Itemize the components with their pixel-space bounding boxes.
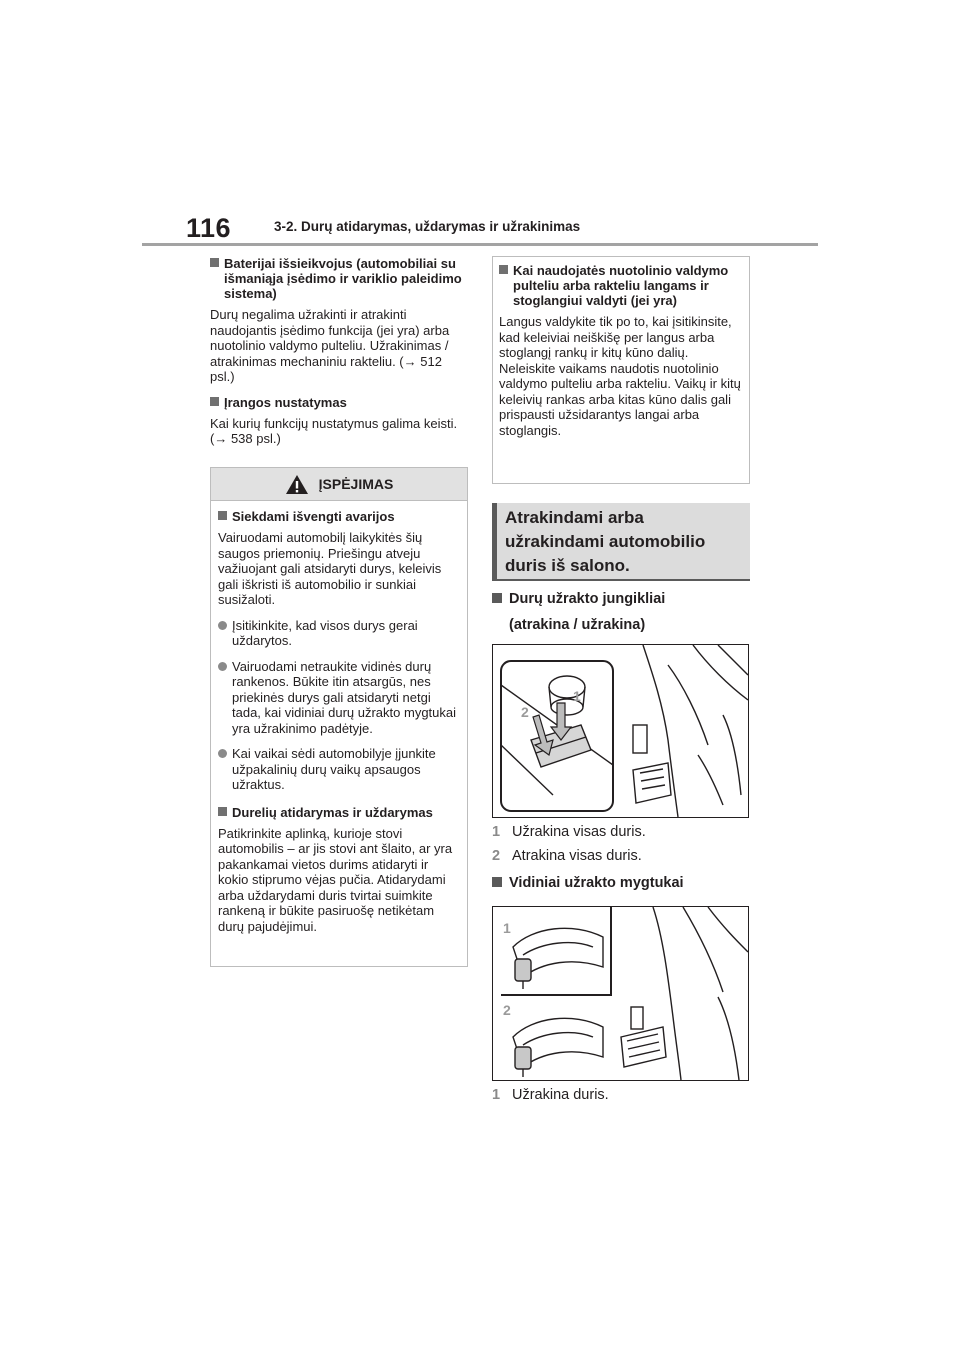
warning-section1-body: Vairuodami automobilį laikykitės šių saugos priemonių. Priešingu atveju važiuojant gali atsidaryti durys, keleivis gali iškristi iš automobilio ir sunkiai susižaloti.: [218, 530, 442, 607]
battery-note: [210, 256, 468, 385]
figure-label: 2: [503, 1002, 511, 1018]
section-title-line: Atrakindami arba: [505, 508, 644, 527]
section-title-line: duris iš salono.: [505, 556, 630, 575]
chapter-title: 3-2. Durų atidarymas, uždarymas ir užrakinimas: [274, 219, 581, 234]
square-bullet-icon: [210, 397, 219, 406]
settings-note-heading: Įrangos nustatymas: [210, 395, 468, 410]
square-bullet-icon: [218, 807, 227, 816]
settings-note: [210, 395, 468, 447]
section-title-box: [492, 503, 750, 581]
warning-section2-heading: Durelių atidarymas ir uždarymas: [218, 805, 460, 820]
square-bullet-icon: [210, 258, 219, 267]
figure-label: 1: [503, 920, 511, 936]
switch-list-item: 1 Užrakina visas duris.: [492, 824, 646, 840]
warning-bullet: Įsitikinkite, kad visos durys gerai uždarytos.: [218, 618, 460, 649]
round-bullet-icon: [218, 662, 227, 671]
round-bullet-icon: [218, 621, 227, 630]
remote-note-heading: Kai naudojatės nuotolinio valdymo pulteliu arba rakteliu langams ir stoglangiui valdyti (jei yra): [499, 263, 743, 308]
warning-triangle-icon: [285, 474, 309, 495]
warning-bullet: Kai vaikai sėdi automobilyje įjunkite užpakalinių durų vaikų apsaugos užraktus.: [218, 746, 460, 793]
figure-label: 1: [573, 688, 581, 704]
battery-note-heading: Baterijai išsieikvojus (automobiliai su išmaniąja įsėdimo ir variklio paleidimo sistema): [210, 256, 468, 301]
inner-lock-list-item: 1 Užrakina duris.: [492, 1087, 609, 1103]
square-bullet-icon: [499, 265, 508, 274]
lock-switch-heading: Durų užrakto jungikliai (atrakina / užrakina): [492, 588, 665, 636]
inner-lock-button-figure: [492, 906, 749, 1081]
page-number: 116: [186, 213, 232, 243]
square-bullet-icon: [492, 877, 502, 887]
section-title-line: užrakindami automobilio: [505, 532, 706, 551]
remote-note-box: [492, 256, 750, 484]
inner-lock-button-illustration: [493, 907, 748, 1080]
left-column: [210, 256, 468, 457]
warning-header: [211, 468, 467, 501]
settings-note-body: Kai kurių funkcijų nustatymus galima keisti. (→ 538 psl.): [210, 415, 458, 446]
battery-note-body: Durų negalima užrakinti ir atrakinti naudojantis įsėdimo funkcija (jei yra) arba nuotolinio valdymo pulteliu. Užrakinimas / atrakinimas mechaniniu rakteliu. (→ 512 psl.): [210, 307, 450, 384]
square-bullet-icon: [492, 593, 502, 603]
warning-body: [211, 501, 467, 934]
switch-list-item: 2 Atrakina visas duris.: [492, 848, 642, 864]
warning-section2-body: Patikrinkite aplinką, kurioje stovi automobilis – ar jis stovi ant šlaito, ar yra pakankamai vietos durims atidaryti ir kokio stiprumo vėjas pučia. Atidarydami arba uždarydami duris tvirtai suimkite rankeną ir būkite pasiruošę netikėtam durų pajudėjimui.: [218, 825, 453, 934]
figure-label: 2: [521, 704, 529, 720]
warning-box: [210, 467, 468, 967]
round-bullet-icon: [218, 749, 227, 758]
warning-bullet: Vairuodami netraukite vidinės durų rankenos. Būkite itin atsargūs, nes priekinės durys gali atsidaryti netgi tada, kai vidiniai durų užrakto mygtukai yra užrakinimo padėtyje.: [218, 659, 460, 737]
inner-lock-heading: Vidiniai užrakto mygtukai: [492, 872, 684, 894]
warning-title: ĮSPĖJIMAS: [318, 476, 394, 492]
header-rule: [142, 243, 818, 246]
door-lock-switch-figure: [492, 644, 749, 818]
warning-section1-heading: Siekdami išvengti avarijos: [218, 509, 460, 524]
square-bullet-icon: [218, 511, 227, 520]
door-lock-switch-illustration: [493, 645, 748, 817]
remote-note-body: Langus valdykite tik po to, kai įsitikinsite, kad keleiviai neiškišę per langus arba stoglangį rankų ir kitų kūno dalių. Neleiskite vaikams naudotis nuotolinio valdymo pulteliu arba rakteliu. Vaikų ir kitų keleivių rankas arba kitas kūno dalis gali prispausti užsidarantys langai arba stoglangis.: [499, 314, 741, 438]
